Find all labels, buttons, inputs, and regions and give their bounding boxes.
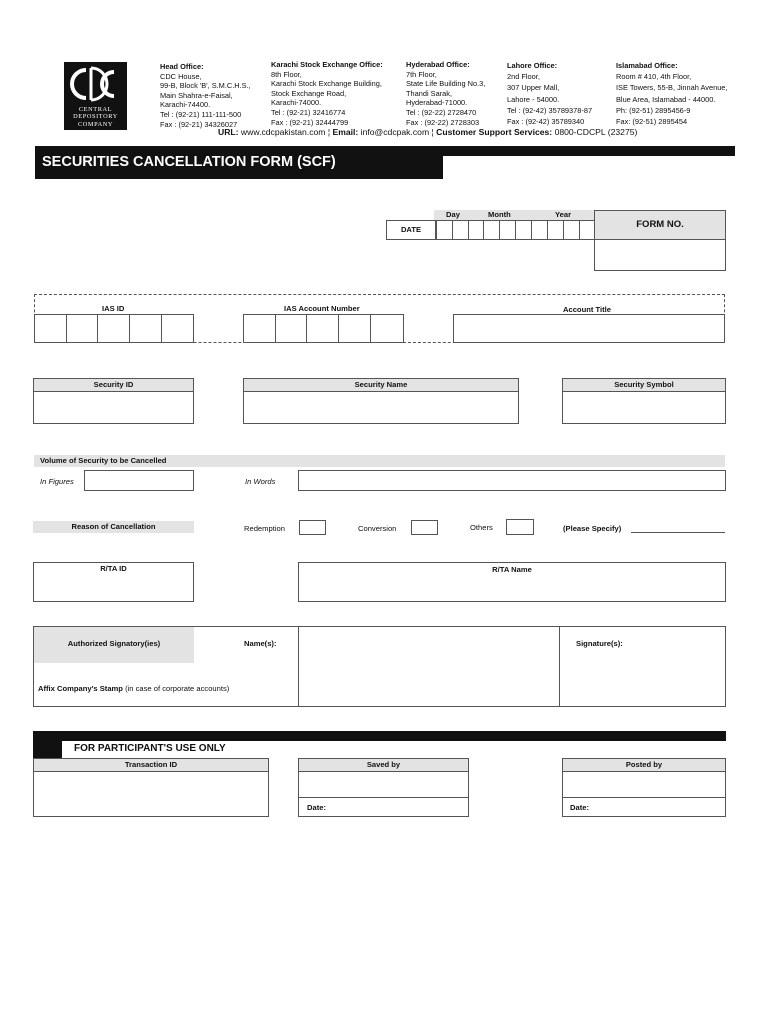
ias-account-digit-1[interactable] — [243, 314, 276, 343]
saved-by-field[interactable] — [298, 771, 469, 798]
volume-header: Volume of Security to be Cancelled — [34, 455, 725, 467]
others-checkbox[interactable] — [506, 519, 534, 535]
security-id-header: Security ID — [33, 378, 194, 392]
cdc-mark-icon — [64, 62, 127, 106]
date-year-3[interactable] — [563, 220, 580, 240]
ias-account-number-label: IAS Account Number — [284, 304, 360, 313]
date-month-2[interactable] — [499, 220, 516, 240]
in-words-label: In Words — [245, 477, 276, 486]
saved-by-header: Saved by — [298, 758, 469, 772]
account-title-field[interactable] — [453, 314, 725, 343]
karachi-office: Karachi Stock Exchange Office: 8th Floor, Karachi Stock Exchange Building, Stock Exchange Road, Karachi-74000. Tel : (92-21) 32416774 Fax : (92-21) 32444799 — [271, 60, 383, 127]
date-month-1[interactable] — [483, 220, 500, 240]
security-symbol-header: Security Symbol — [562, 378, 726, 392]
ias-id-digit-1[interactable] — [34, 314, 67, 343]
head-office: Head Office: CDC House, 99-B, Block 'B', S.M.C.H.S., Main Shahra-e-Faisal, Karachi-74400. Tel : (92-21) 111-111-500 Fax : (92-21) 34326027 — [160, 62, 251, 129]
url-link[interactable]: www.cdcpakistan.com — [240, 127, 326, 137]
date-year-1[interactable] — [531, 220, 548, 240]
date-separator-1 — [468, 220, 484, 240]
account-title-label: Account Title — [563, 305, 611, 314]
ias-id-label: IAS ID — [102, 304, 125, 313]
ias-id-digit-2[interactable] — [66, 314, 98, 343]
signatures-label: Signature(s): — [576, 639, 623, 648]
rta-name-label: R/TA Name — [492, 565, 532, 574]
security-symbol-field[interactable] — [562, 391, 726, 424]
rta-id-field[interactable] — [33, 562, 194, 602]
rta-id-label: R/TA ID — [100, 564, 127, 573]
stamp-note: Affix Company's Stamp (in case of corporate accounts) — [38, 684, 230, 693]
date-year-2[interactable] — [547, 220, 564, 240]
security-name-header: Security Name — [243, 378, 519, 392]
date-header-strip: Day Month Year — [434, 210, 596, 220]
security-id-field[interactable] — [33, 391, 194, 424]
hyderabad-office: Hyderabad Office: 7th Floor, State Life Building No.3, Thandi Sarak, Hyderabad-71000. Tel : (92-22) 2728470 Fax : (92-22) 2728303 — [406, 60, 486, 127]
posted-by-header: Posted by — [562, 758, 726, 772]
posted-by-date-field[interactable]: Date: — [562, 797, 726, 817]
date-day-1[interactable] — [436, 220, 453, 240]
reason-header: Reason of Cancellation — [33, 521, 194, 533]
form-no-field[interactable] — [594, 239, 726, 271]
participant-title: FOR PARTICIPANT'S USE ONLY — [74, 743, 226, 754]
conversion-checkbox[interactable] — [411, 520, 438, 535]
form-title: SECURITIES CANCELLATION FORM (SCF) — [42, 154, 336, 170]
contact-line: URL: www.cdcpakistan.com ¦ Email: info@cdcpak.com ¦ Customer Support Services: 0800-CDCPL (23275) — [218, 127, 638, 137]
ias-id-digit-3[interactable] — [97, 314, 130, 343]
ias-account-digit-3[interactable] — [306, 314, 339, 343]
logo-line-3: COMPANY — [77, 120, 114, 128]
participant-bar-left — [33, 731, 62, 759]
posted-by-field[interactable] — [562, 771, 726, 798]
cdc-logo — [64, 62, 127, 130]
transaction-id-header: Transaction ID — [33, 758, 269, 772]
logo-line-1: CENTRAL — [78, 106, 113, 113]
ias-account-digit-4[interactable] — [338, 314, 371, 343]
redemption-checkbox[interactable] — [299, 520, 326, 535]
email-link[interactable]: info@cdcpak.com — [360, 127, 430, 137]
in-figures-field[interactable] — [84, 470, 194, 491]
date-day-2[interactable] — [452, 220, 469, 240]
date-separator-2 — [515, 220, 532, 240]
in-figures-label: In Figures — [40, 477, 74, 486]
islamabad-office: Islamabad Office: Room # 410, 4th Floor, ISE Towers, 55-B, Jinnah Avenue, Blue Area, Islamabad - 44000. Ph: (92-51) 2895456-9 Fax: (92-51) 2895454 — [616, 61, 728, 127]
rta-name-field[interactable] — [298, 562, 726, 602]
conversion-label: Conversion — [358, 524, 397, 533]
redemption-label: Redemption — [244, 524, 285, 533]
names-field[interactable] — [298, 626, 560, 707]
signatory-header: Authorized Signatory(ies) — [34, 627, 194, 663]
ias-id-digit-5[interactable] — [161, 314, 194, 343]
logo-line-2: DEPOSITORY — [73, 113, 118, 121]
date-label-box: DATE — [386, 220, 436, 240]
please-specify-line[interactable] — [631, 532, 725, 533]
transaction-id-field[interactable] — [33, 771, 269, 817]
ias-id-digit-4[interactable] — [129, 314, 162, 343]
please-specify-label: (Please Specify) — [563, 524, 622, 533]
title-bar — [35, 146, 443, 179]
ias-account-digit-5[interactable] — [370, 314, 404, 343]
names-label: Name(s): — [244, 639, 277, 648]
security-name-field[interactable] — [243, 391, 519, 424]
saved-by-date-field[interactable]: Date: — [298, 797, 469, 817]
ias-account-digit-2[interactable] — [275, 314, 307, 343]
in-words-field[interactable] — [298, 470, 726, 491]
lahore-office: Lahore Office: 2nd Floor, 307 Upper Mall, Lahore - 54000. Tel : (92-42) 35789378-87 Fax : (92-42) 35789340 — [507, 61, 593, 127]
form-no-header: FORM NO. — [594, 210, 726, 240]
others-label: Others — [470, 523, 493, 532]
participant-bar-top — [33, 731, 726, 741]
